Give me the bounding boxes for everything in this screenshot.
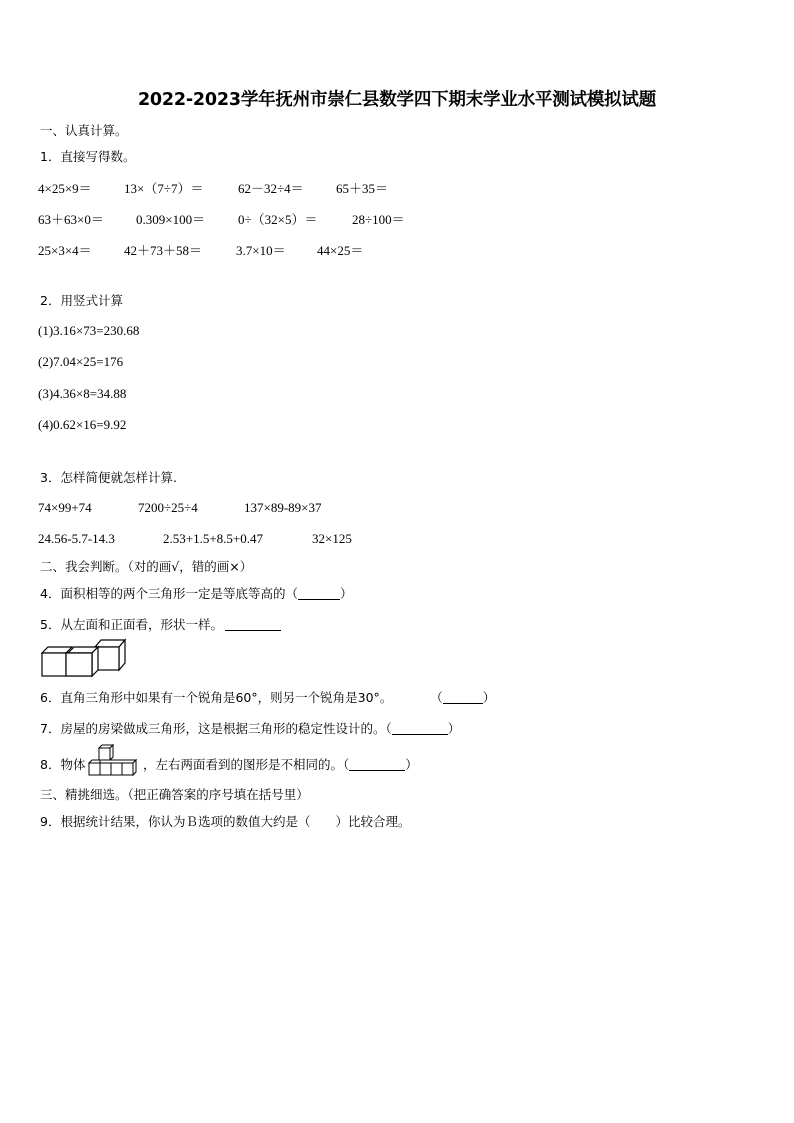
question-4 [40,584,352,602]
simplify-item: 24.56-5.7-14.3 [38,531,115,546]
question-6-close: ） [482,690,496,705]
simplify-item: 7200÷25÷4 [138,500,198,515]
question-3-label: 3．怎样简便就怎样计算. [40,470,177,485]
answer-blank[interactable] [443,691,483,704]
small-cube-object-figure [86,744,140,778]
vertical-calc-item: (1)3.16×73=230.68 [38,323,140,338]
question-9-text: 9．根据统计结果，你认为Ｂ选项的数值大约是（ ）比较合理。 [40,814,411,829]
answer-blank[interactable] [298,587,340,600]
question-4-close: ） [339,586,353,601]
calc-item: 0.309×100＝ [136,212,206,227]
section-2-heading: 二、我会判断。（对的画√，错的画×） [40,559,253,574]
question-6-open: （ [430,690,443,705]
question-7-text: 7．房屋的房梁做成三角形，这是根据三角形的稳定性设计的。（ [40,721,392,736]
question-6 [40,688,495,706]
calc-item: 62－32÷4＝ [238,181,304,196]
simplify-item: 32×125 [312,531,352,546]
simplify-item: 2.53+1.5+8.5+0.47 [163,531,263,546]
page-title: 2022-2023学年抚州市崇仁县数学四下期末学业水平测试模拟试题 [137,90,657,110]
question-7 [40,719,460,737]
calc-item: 13×（7÷7）＝ [124,181,204,196]
vertical-calc-item: (2)7.04×25=176 [38,354,124,369]
question-8-prefix: 8．物体 [40,757,86,772]
vertical-calc-item: (4)0.62×16=9.92 [38,417,127,432]
simplify-item: 137×89-89×37 [244,500,322,515]
calc-item: 65＋35＝ [336,181,389,196]
question-4-text: 4．面积相等的两个三角形一定是等底等高的（ [40,586,298,601]
calc-item: 3.7×10＝ [236,243,286,258]
answer-blank[interactable] [225,618,281,631]
calc-item: 28÷100＝ [352,212,405,227]
calc-item: 42＋73＋58＝ [124,243,203,258]
section-1-heading: 一、认真计算。 [40,123,128,138]
simplify-item: 74×99+74 [38,500,92,515]
question-6-text: 6．直角三角形中如果有一个锐角是60°，则另一个锐角是30°。 [40,690,393,705]
question-8-close: ） [405,757,418,772]
question-1-label: 1．直接写得数。 [40,149,136,164]
answer-blank[interactable] [392,722,448,735]
section-3-heading: 三、精挑细选。（把正确答案的序号填在括号里） [40,787,309,802]
question-2-label: 2．用竖式计算 [40,293,123,308]
question-8-text: ，左右两面看到的图形是不相同的。（ [143,757,350,772]
question-8 [143,755,418,773]
calc-item: 44×25＝ [317,243,364,258]
question-5-text: 5．从左面和正面看，形状一样。 [40,617,223,632]
question-7-close: ） [447,721,461,736]
calc-item: 4×25×9＝ [38,181,92,196]
calc-item: 63＋63×0＝ [38,212,104,227]
cube-arrangement-figure [40,640,126,678]
question-5 [40,615,281,633]
calc-item: 25×3×4＝ [38,243,92,258]
answer-blank[interactable] [349,758,405,771]
vertical-calc-item: (3)4.36×8=34.88 [38,386,127,401]
calc-item: 0÷（32×5）＝ [238,212,318,227]
